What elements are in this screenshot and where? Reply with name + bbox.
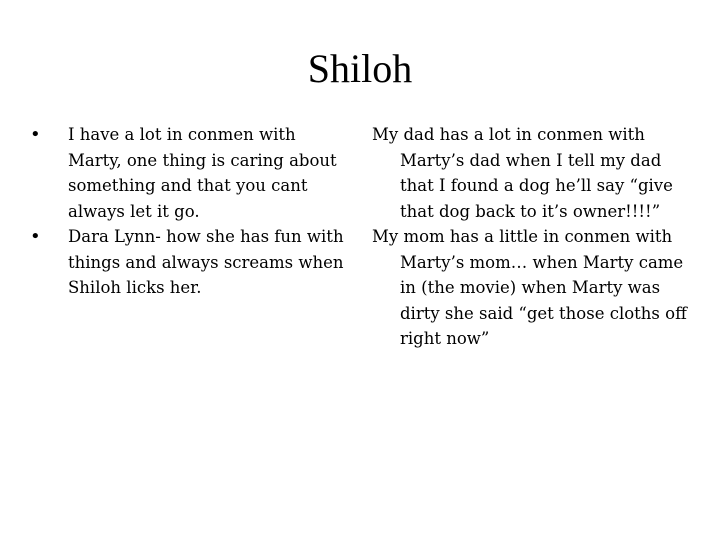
bullet-item: [30, 224, 350, 301]
right-column: [372, 122, 692, 352]
bullet-icon: •: [30, 226, 41, 247]
paragraph-mom: My mom has a little in conmen with Marty’s mom… when Marty came in (the movie) when Marty was dirty she said “get those cloths off right now”: [372, 227, 687, 348]
slide-title: Shiloh: [307, 46, 413, 91]
bullet-text: I have a lot in conmen with Marty, one thing is caring about something and that you cant always let it go.: [68, 125, 337, 221]
bullet-icon: •: [30, 124, 41, 145]
paragraph-dad: My dad has a lot in conmen with Marty’s dad when I tell my dad that I found a dog he’ll say “give that dog back to it’s owner!!!!”: [372, 125, 673, 221]
bullet-item: [30, 122, 350, 224]
left-column: [30, 122, 350, 301]
bullet-text: Dara Lynn- how she has fun with things and always screams when Shiloh licks her.: [68, 227, 344, 297]
